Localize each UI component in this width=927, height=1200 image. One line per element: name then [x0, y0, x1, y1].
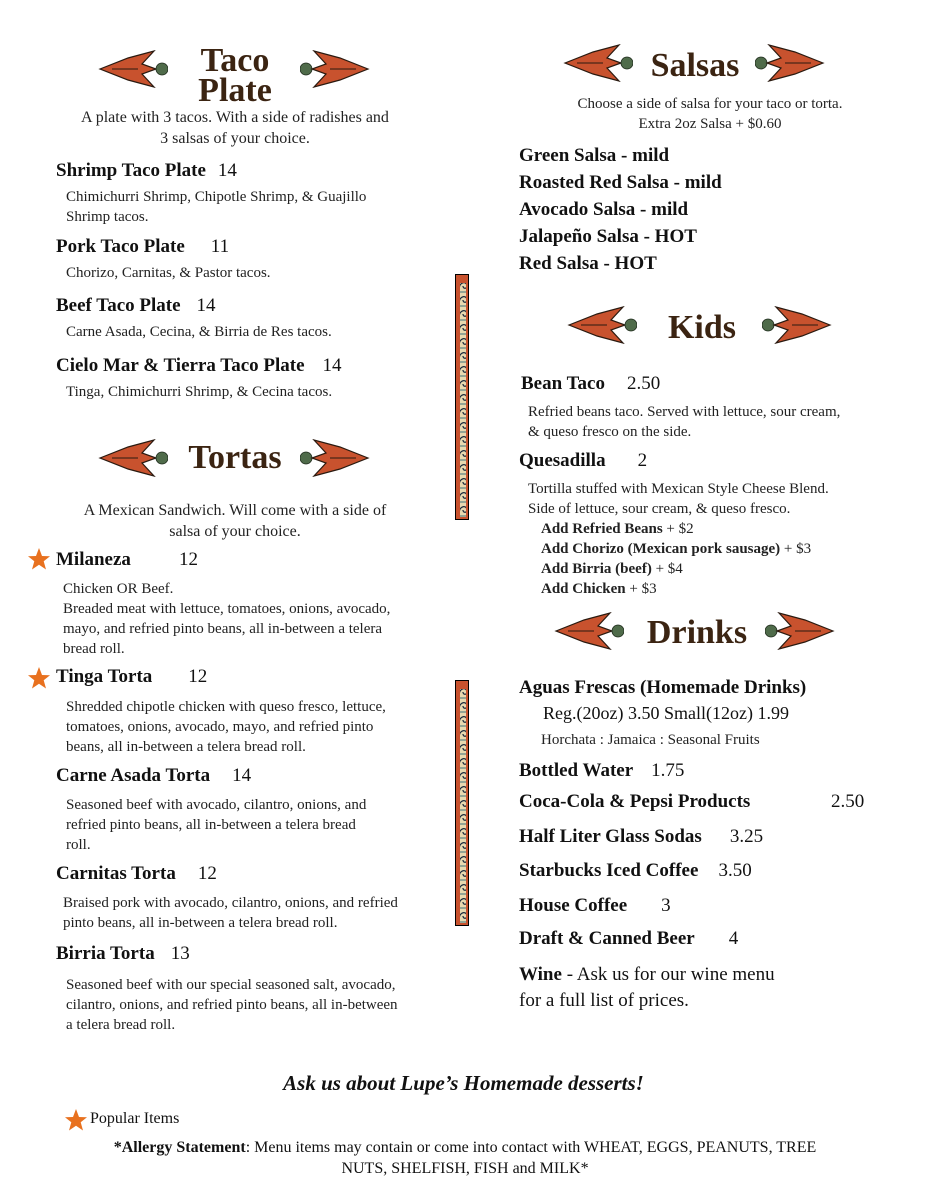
item-description — [528, 479, 829, 519]
allergy-label: *Allergy Statement — [113, 1139, 246, 1156]
section-title-taco-plate — [188, 42, 282, 109]
menu-item — [519, 826, 763, 848]
wine-text: for a full list of prices. — [519, 990, 689, 1011]
menu-item — [56, 666, 207, 688]
arrow-ornament-icon — [755, 44, 825, 82]
item-name: House Coffee — [519, 895, 628, 916]
menu-item — [521, 373, 660, 395]
menu-item — [519, 450, 647, 472]
desc-line: refried pinto beans, all in-between a telera bread — [66, 817, 356, 833]
desc-line: Shrimp tacos. — [66, 209, 149, 225]
desc-line: Side of lettuce, sour cream, & queso fresco. — [528, 501, 791, 517]
item-price: 14 — [322, 355, 342, 376]
item-name: Draft & Canned Beer — [519, 928, 695, 949]
desc-line: Choose a side of salsa for your taco or torta. — [577, 96, 843, 112]
item-price: 12 — [178, 549, 198, 570]
item-name: Bean Taco — [521, 373, 605, 394]
salsas-description — [500, 94, 920, 134]
item-price: 12 — [188, 666, 208, 687]
addon-price: + $3 — [629, 581, 657, 597]
popular-items-legend: Popular Items — [90, 1110, 180, 1127]
menu-item — [56, 765, 251, 787]
item-name: Carnitas Torta — [56, 863, 176, 884]
star-icon — [27, 547, 51, 571]
menu-item — [56, 295, 216, 317]
list-item — [541, 539, 811, 559]
wine-note — [519, 962, 775, 1014]
item-price: 11 — [210, 236, 230, 257]
item-name: Carne Asada Torta — [56, 765, 211, 786]
desc-line: & queso fresco on the side. — [528, 424, 692, 440]
item-description — [66, 795, 366, 855]
taco-plate-description — [40, 107, 430, 149]
item-price: 3 — [661, 895, 671, 916]
desc-line: Breaded meat with lettuce, tomatoes, onions, avocado, — [63, 601, 391, 617]
menu-item — [56, 160, 237, 182]
allergy-text: : Menu items may contain or come into contact with WHEAT, EGGS, PEANUTS, TREE — [245, 1139, 817, 1156]
desc-line: Chicken OR Beef. — [63, 581, 174, 597]
wine-text: - Ask us for our wine menu — [566, 964, 775, 985]
desc-line: tomatoes, onions, avocado, mayo, and refried pinto — [66, 719, 374, 735]
item-description: Chorizo, Carnitas, & Pastor tacos. — [66, 265, 271, 281]
list-item: Roasted Red Salsa - mild — [519, 172, 722, 193]
item-description — [66, 187, 366, 227]
arrow-ornament-icon — [98, 50, 168, 88]
item-description: Carne Asada, Cecina, & Birria de Res tacos. — [66, 324, 332, 340]
desc-line: a telera bread roll. — [66, 1017, 176, 1033]
menu-item — [56, 863, 217, 885]
item-name: Aguas Frescas (Homemade Drinks) — [519, 677, 807, 698]
desc-line: Tortilla stuffed with Mexican Style Cheese Blend. — [528, 481, 829, 497]
arrow-ornament-icon — [765, 612, 835, 650]
desc-line: pinto beans, all in-between a telera bread roll. — [63, 915, 338, 931]
desc-line: Extra 2oz Salsa + $0.60 — [638, 116, 782, 132]
desc-line: Refried beans taco. Served with lettuce, sour cream, — [528, 404, 841, 420]
menu-item — [519, 895, 671, 917]
desc-line: bread roll. — [63, 641, 125, 657]
item-price: 2.50 — [831, 791, 865, 812]
item-description: Tinga, Chimichurri Shrimp, & Cecina tacos. — [66, 384, 333, 400]
aztec-divider-icon — [455, 680, 469, 926]
arrow-ornament-icon — [300, 50, 370, 88]
section-title-salsas: Salsas — [650, 47, 740, 84]
menu-item — [519, 791, 879, 813]
item-price: 12 — [197, 863, 217, 884]
addon-name: Add Chorizo (Mexican pork sausage) — [541, 541, 781, 557]
menu-item — [56, 236, 229, 258]
item-name: Milaneza — [56, 549, 131, 570]
item-name: Beef Taco Plate — [56, 295, 181, 316]
addon-price: + $2 — [666, 521, 694, 537]
item-name: Shrimp Taco Plate — [56, 160, 206, 181]
desc-line: A Mexican Sandwich. Will come with a side of — [83, 502, 387, 519]
menu-item — [519, 760, 684, 782]
item-price: 3.50 — [718, 860, 752, 881]
desc-line: Chimichurri Shrimp, Chipotle Shrimp, & Guajillo — [66, 189, 367, 205]
item-description — [66, 975, 398, 1035]
desc-line: cilantro, onions, and refried pinto beans, all in-between — [66, 997, 398, 1013]
title-line: Plate — [198, 72, 272, 109]
item-price: 14 — [232, 765, 252, 786]
star-icon — [27, 666, 51, 690]
desc-line: mayo, and refried pinto beans, all in-between a telera — [63, 621, 383, 637]
item-name: Cielo Mar & Tierra Taco Plate — [56, 355, 305, 376]
allergy-text: NUTS, SHELFISH, FISH and MILK* — [341, 1160, 589, 1177]
arrow-ornament-icon — [567, 306, 637, 344]
item-price: 1.75 — [651, 760, 685, 781]
desc-line: Shredded chipotle chicken with queso fresco, lettuce, — [66, 699, 386, 715]
star-icon — [64, 1108, 88, 1132]
menu-item — [519, 928, 738, 950]
arrow-ornament-icon — [98, 439, 168, 477]
item-price: 2 — [637, 450, 648, 471]
arrow-ornament-icon — [554, 612, 624, 650]
list-item — [541, 579, 811, 599]
section-title-drinks: Drinks — [646, 614, 748, 651]
aztec-divider-icon — [455, 274, 469, 520]
section-title-tortas: Tortas — [188, 439, 282, 476]
menu-item — [56, 943, 190, 965]
addon-name: Add Chicken — [541, 581, 626, 597]
desserts-note: Ask us about Lupe’s Homemade desserts! — [283, 1071, 644, 1095]
desc-line: beans, all in-between a telera bread roll. — [66, 739, 306, 755]
menu-item — [56, 549, 198, 571]
item-price: 14 — [196, 295, 216, 316]
desc-line: roll. — [66, 837, 91, 853]
arrow-ornament-icon — [563, 44, 633, 82]
item-price: 2.50 — [626, 373, 661, 394]
item-name: Quesadilla — [519, 450, 606, 471]
desc-line: A plate with 3 tacos. With a side of radishes and — [81, 109, 389, 126]
list-item: Avocado Salsa - mild — [519, 199, 689, 220]
arrow-ornament-icon — [300, 439, 370, 477]
item-description — [63, 893, 398, 933]
item-name: Bottled Water — [519, 760, 634, 781]
item-description — [63, 579, 390, 659]
item-name: Pork Taco Plate — [56, 236, 185, 257]
addon-price: + $4 — [655, 561, 683, 577]
desc-line: Seasoned beef with avocado, cilantro, onions, and — [66, 797, 367, 813]
addon-name: Add Birria (beef) — [541, 561, 652, 577]
item-price: 4 — [728, 928, 739, 949]
item-description — [66, 697, 386, 757]
list-item — [541, 519, 811, 539]
desc-line: Braised pork with avocado, cilantro, onions, and refried — [63, 895, 398, 911]
list-item: Red Salsa - HOT — [519, 253, 657, 274]
arrow-ornament-icon — [762, 306, 832, 344]
list-item: Jalapeño Salsa - HOT — [519, 226, 697, 247]
menu-item — [56, 355, 342, 377]
item-description: Horchata : Jamaica : Seasonal Fruits — [541, 732, 760, 748]
addon-price: + $3 — [783, 541, 812, 557]
menu-item — [519, 860, 752, 882]
addon-list — [541, 519, 811, 599]
list-item — [541, 559, 811, 579]
desc-line: Seasoned beef with our special seasoned salt, avocado, — [66, 977, 396, 993]
desc-line: salsa of your choice. — [169, 523, 301, 540]
item-name: Coca-Cola & Pepsi Products — [519, 791, 751, 812]
section-title-kids: Kids — [667, 309, 737, 346]
desc-line: 3 salsas of your choice. — [160, 130, 310, 147]
item-price: 13 — [170, 943, 190, 964]
item-name: Tinga Torta — [56, 666, 153, 687]
item-name: Half Liter Glass Sodas — [519, 826, 702, 847]
item-sizes: Reg.(20oz) 3.50 Small(12oz) 1.99 — [543, 703, 789, 723]
item-price: 14 — [217, 160, 237, 181]
tortas-description — [40, 500, 430, 542]
salsa-list — [519, 142, 722, 277]
item-name: Wine — [519, 964, 562, 985]
item-name: Birria Torta — [56, 943, 155, 964]
allergy-statement — [40, 1137, 890, 1179]
title-line: Taco — [200, 42, 270, 79]
list-item: Green Salsa - mild — [519, 145, 670, 166]
item-name: Starbucks Iced Coffee — [519, 860, 699, 881]
item-price: 3.25 — [729, 826, 764, 847]
addon-name: Add Refried Beans — [541, 521, 663, 537]
item-description — [528, 402, 840, 442]
